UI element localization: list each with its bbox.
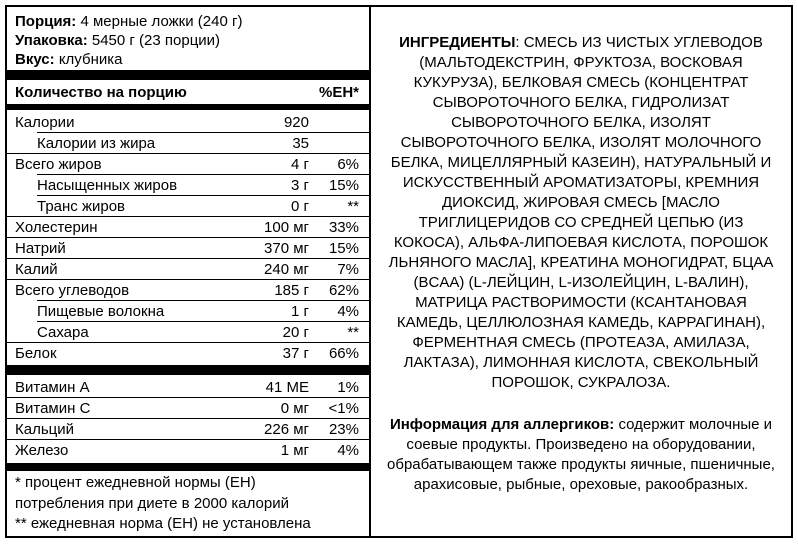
- allergen-info: Информация для аллергиков: содержит молочные и соевые продукты. Произведено на оборудовании, обрабатывающем также продукты яичные, пшеничные, арахисовые, рыбные, ореховые, ракообразных.: [387, 416, 775, 493]
- nutrient-daily-value: 62%: [328, 282, 359, 299]
- nutrient-name: Белок: [15, 345, 57, 362]
- nutrient-row: [7, 112, 369, 133]
- nutrient-daily-value: 66%: [328, 345, 359, 362]
- nutrient-amount: 0 г: [291, 198, 309, 215]
- nutrition-facts-panel: [7, 7, 371, 536]
- nutrition-label: [5, 5, 793, 538]
- column-header: [7, 83, 369, 103]
- nutrient-name: Транс жиров: [37, 198, 126, 215]
- nutrient-name: Железо: [15, 442, 69, 459]
- nutrient-daily-value: 15%: [328, 177, 359, 194]
- nutrient-amount: 4 г: [291, 156, 309, 173]
- amount-per-serving-header: Количество на порцию: [15, 84, 187, 101]
- nutrient-name: Кальций: [15, 421, 74, 438]
- nutrient-amount: 1 мг: [280, 442, 309, 459]
- nutrient-amount: 240 мг: [264, 261, 309, 278]
- nutrient-daily-value: <1%: [328, 400, 359, 417]
- nutrient-daily-value: 4%: [337, 442, 359, 459]
- serving-size: Порция: 4 мерные ложки (240 г): [15, 13, 243, 30]
- thick-divider-footnotes: [7, 463, 369, 471]
- nutrient-daily-value: 4%: [337, 303, 359, 320]
- nutrient-name: Натрий: [15, 240, 66, 257]
- nutrient-amount: 100 мг: [264, 219, 309, 236]
- nutrient-amount: 226 мг: [264, 421, 309, 438]
- daily-value-header: %ЕН*: [318, 84, 359, 101]
- nutrient-daily-value: 6%: [337, 156, 359, 173]
- nutrient-daily-value: 15%: [328, 240, 359, 257]
- nutrient-name: Витамин С: [15, 400, 91, 417]
- nutrient-name: Витамин А: [15, 379, 90, 396]
- nutrient-daily-value: 1%: [337, 379, 359, 396]
- nutrient-name: Калории из жира: [37, 135, 156, 152]
- medium-divider: [7, 104, 369, 110]
- nutrient-daily-value: 23%: [328, 421, 359, 438]
- vitamin-row: [7, 440, 369, 461]
- nutrient-name: Пищевые волокна: [37, 303, 165, 320]
- nutrient-name: Сахара: [37, 324, 89, 341]
- nutrient-amount: 0 мг: [280, 400, 309, 417]
- nutrient-row: [7, 217, 369, 238]
- nutrient-name: Насыщенных жиров: [37, 177, 178, 194]
- nutrient-amount: 185 г: [274, 282, 309, 299]
- ingredients-panel: [371, 7, 791, 536]
- nutrient-daily-value: 7%: [337, 261, 359, 278]
- nutrient-amount: 41 МЕ: [265, 379, 309, 396]
- nutrient-row: [7, 238, 369, 259]
- vitamin-row: [7, 419, 369, 440]
- nutrient-row: [7, 259, 369, 280]
- nutrient-amount: 37 г: [282, 345, 309, 362]
- nutrient-row: [7, 280, 369, 301]
- nutrient-name: Холестерин: [15, 219, 98, 236]
- nutrient-amount: 3 г: [291, 177, 309, 194]
- nutrient-name: Калий: [15, 261, 58, 278]
- nutrient-row: [7, 322, 369, 343]
- vitamin-row: [7, 377, 369, 398]
- package-size: Упаковка: 5450 г (23 порции): [15, 32, 221, 49]
- thick-divider-vitamins: [7, 365, 369, 375]
- nutrient-row: [7, 196, 369, 217]
- nutrient-row: [7, 343, 369, 364]
- nutrient-row: [7, 133, 369, 154]
- nutrient-daily-value: **: [347, 198, 359, 215]
- nutrient-row: [7, 154, 369, 175]
- nutrient-amount: 35: [292, 135, 309, 152]
- nutrient-amount: 370 мг: [264, 240, 309, 257]
- vitamin-row: [7, 398, 369, 419]
- nutrient-name: Всего углеводов: [15, 282, 130, 299]
- nutrient-amount: 1 г: [291, 303, 309, 320]
- footnote-2: потребления при диете в 2000 калорий: [15, 495, 289, 512]
- flavor: Вкус: клубника: [15, 51, 123, 68]
- nutrient-daily-value: 33%: [328, 219, 359, 236]
- nutrient-name: Калории: [15, 114, 75, 131]
- nutrient-amount: 20 г: [282, 324, 309, 341]
- ingredients-text: ИНГРЕДИЕНТЫ: СМЕСЬ ИЗ ЧИСТЫХ УГЛЕВОДОВ (МАЛЬТОДЕКСТРИН, ФРУКТОЗА, ВОСКОВАЯ КУКУРУЗА), БЕЛКОВАЯ СМЕСЬ (КОНЦЕНТРАТ СЫВОРОТОЧНОГО БЕЛКА, ГИДРОЛИЗАТ СЫВОРОТОЧНОГО БЕЛКА, ИЗОЛЯТ СЫВОРОТОЧНОГО БЕЛКА, ИЗОЛЯТ МОЛОЧНОГО БЕЛКА, МИЦЕЛЛЯРНЫЙ КАЗЕИН), НАТУРАЛЬНЫЙ И ИСКУССТВЕННЫЙ АРОМАТИЗАТОРЫ, КРЕМНИЯ ДИОКСИД, ЖИРОВАЯ СМЕСЬ [МАСЛО ТРИГЛИЦЕРИДОВ СО СРЕДНЕЙ ЦЕПЬЮ (ИЗ КОКОСА), АЛЬФА-ЛИПОЕВАЯ КИСЛОТА, ПОРОШОК ЛЬНЯНОГО МАСЛА], КРЕАТИНА МОНОГИДРАТ, БЦАА (BCAA) (L-ЛЕЙЦИН, L-ИЗОЛЕЙЦИН, L-ВАЛИН), МАТРИЦА РАСТВОРИМОСТИ (КСАНТАНОВАЯ КАМЕДЬ, ЦЕЛЛЮЛОЗНАЯ КАМЕДЬ, КАРРАГИНАН), ФЕРМЕНТНАЯ СМЕСЬ (ПРОТЕАЗА, АМИЛАЗА, ЛАКТАЗА), ЛИМОННАЯ КИСЛОТА, СВЕКОЛЬНЫЙ ПОРОШОК, СУКРАЛОЗА.: [388, 34, 774, 391]
- nutrient-row: [7, 301, 369, 322]
- footnote-1: * процент ежедневной нормы (ЕН): [15, 474, 256, 491]
- nutrient-daily-value: **: [347, 324, 359, 341]
- nutrient-name: Всего жиров: [15, 156, 102, 173]
- footnote-3: ** ежедневная норма (ЕН) не установлена: [15, 515, 311, 532]
- nutrient-row: [7, 175, 369, 196]
- thick-divider: [7, 70, 369, 80]
- nutrient-amount: 920: [283, 114, 309, 131]
